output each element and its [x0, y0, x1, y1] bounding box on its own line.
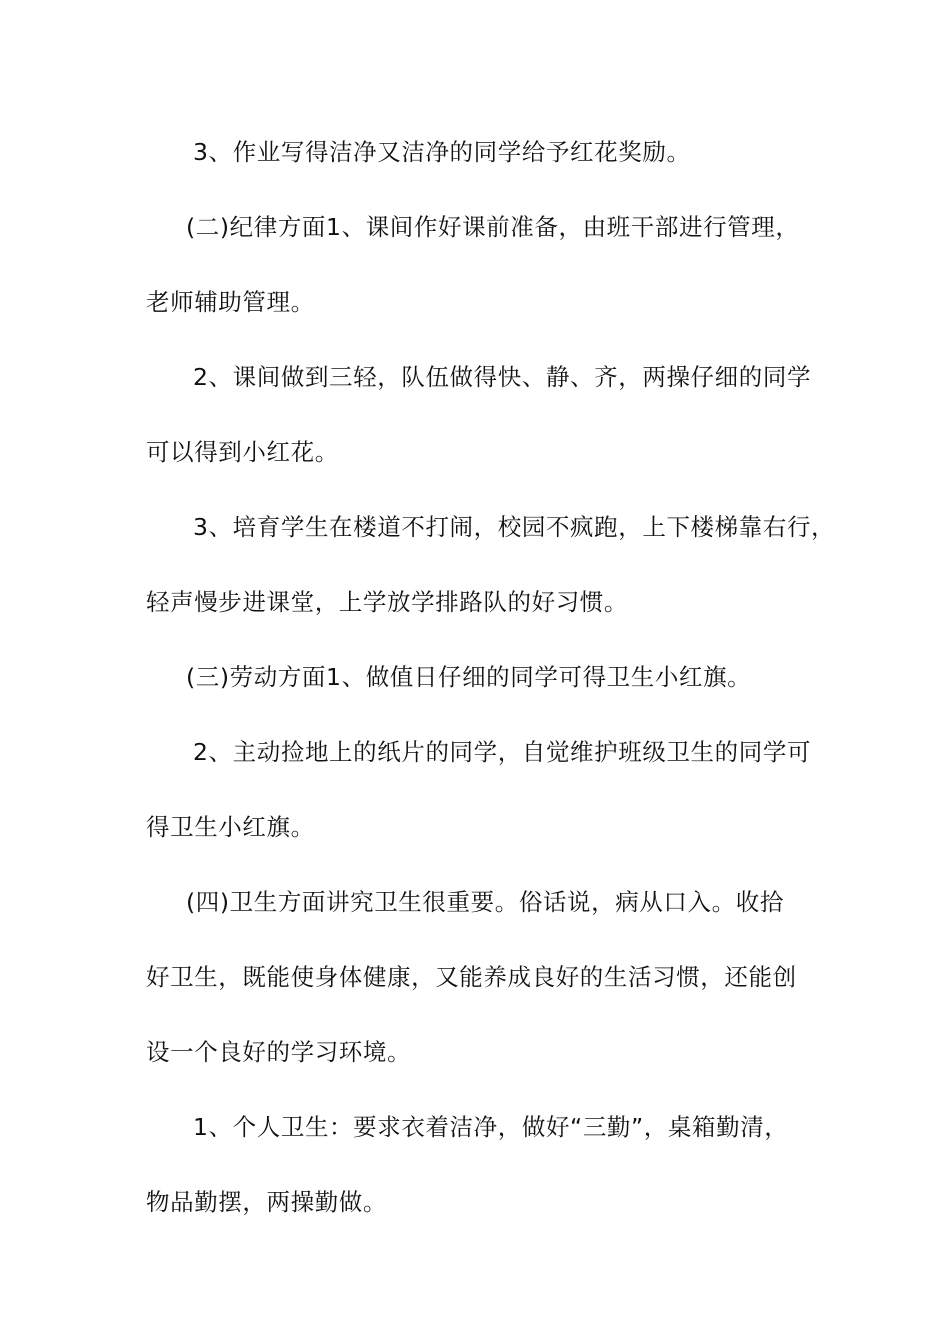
- paragraph-line: 好卫生，既能使身体健康，又能养成良好的生活习惯，还能创: [146, 963, 797, 991]
- paragraph-line: 3、培育学生在楼道不打闹，校园不疯跑，上下楼梯靠右行，: [193, 513, 836, 541]
- paragraph-line: 2、主动捡地上的纸片的同学，自觉维护班级卫生的同学可: [193, 738, 812, 766]
- paragraph-line: 老师辅助管理。: [146, 288, 315, 316]
- paragraph-line: (三)劳动方面1、做值日仔细的同学可得卫生小红旗。: [186, 663, 752, 691]
- paragraph-line: (二)纪律方面1、课间作好课前准备，由班干部进行管理，: [186, 213, 800, 241]
- paragraph-line: 2、课间做到三轻，队伍做得快、静、齐，两操仔细的同学: [193, 363, 812, 391]
- paragraph-line: (四)卫生方面讲究卫生很重要。俗话说，病从口入。收拾: [186, 888, 784, 916]
- paragraph-line: 设一个良好的学习环境。: [146, 1038, 412, 1066]
- paragraph-line: 3、作业写得洁净又洁净的同学给予红花奖励。: [193, 138, 691, 166]
- paragraph-line: 1、个人卫生：要求衣着洁净，做好“三勤”，桌箱勤清，: [193, 1113, 789, 1141]
- paragraph-line: 得卫生小红旗。: [146, 813, 315, 841]
- paragraph-line: 物品勤摆，两操勤做。: [146, 1188, 387, 1216]
- paragraph-line: 轻声慢步进课堂，上学放学排路队的好习惯。: [146, 588, 628, 616]
- paragraph-line: 可以得到小红花。: [146, 438, 339, 466]
